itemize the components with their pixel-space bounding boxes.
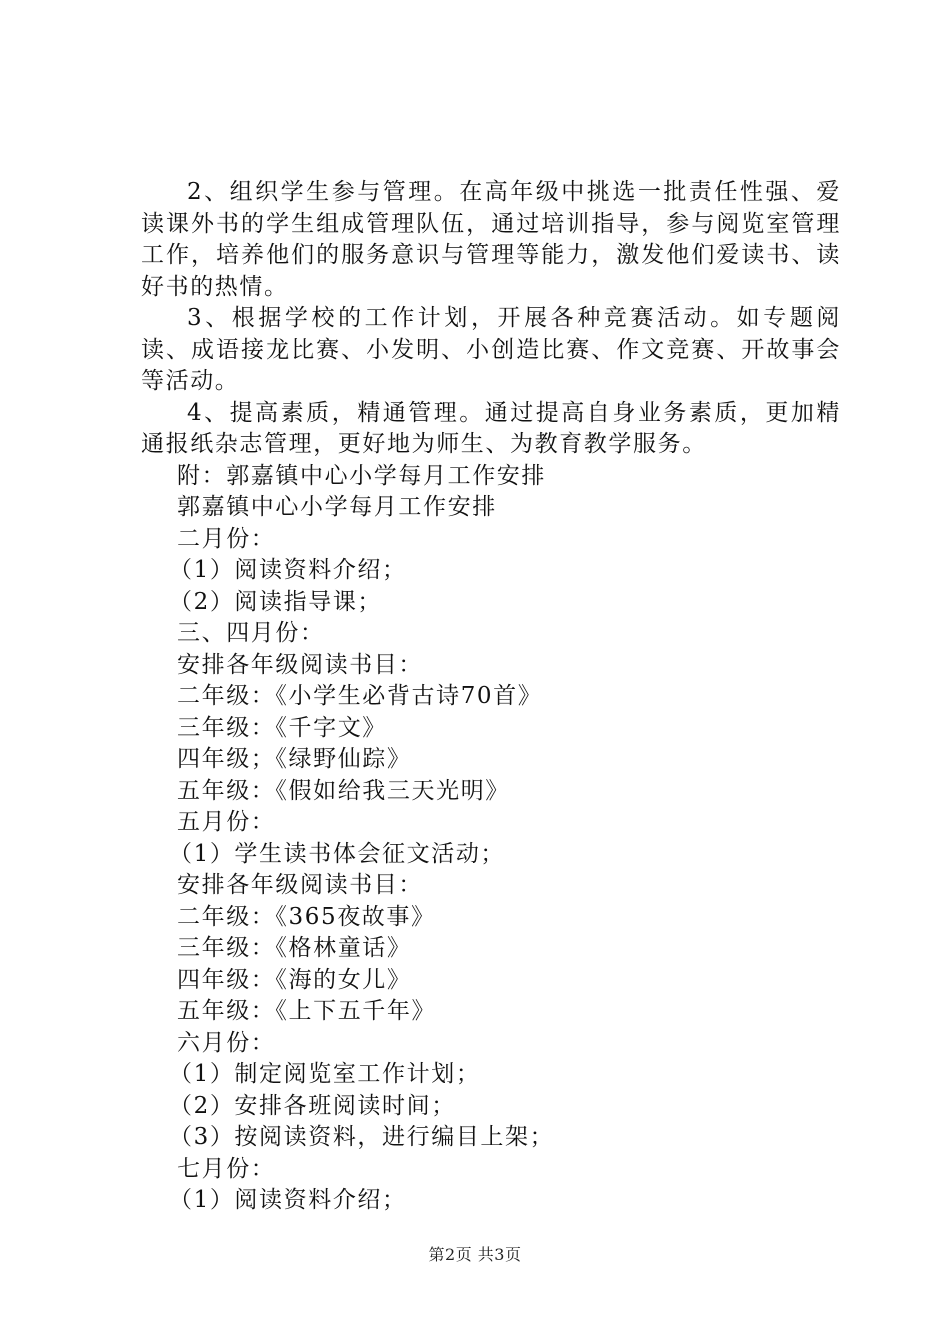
- reading-list-heading: 安排各年级阅读书目：: [177, 872, 423, 898]
- schedule-title: 郭嘉镇中心小学每月工作安排: [177, 494, 497, 520]
- grade-book-line: 四年级；《绿野仙踪》: [177, 746, 412, 772]
- grade-book-line: 五年级：《假如给我三天光明》: [177, 777, 510, 804]
- paragraph-3: 3、根据学校的工作计划，开展各种竞赛活动。如专题阅读、成语接龙比赛、小发明、小创造比赛、作文竞赛、开故事会等活动。: [141, 305, 841, 394]
- grade-book-line: 二年级：《365夜故事》: [177, 903, 436, 930]
- grade-book-line: 二年级：《小学生必背古诗70首》: [177, 683, 543, 709]
- grade-book-line: 三年级：《格林童话》: [177, 935, 412, 961]
- grade-book-line: 四年级：《海的女儿》: [177, 966, 412, 993]
- month-heading-mar-apr: 三、四月份：: [177, 620, 325, 646]
- list-item: （2）安排各班阅读时间；: [169, 1092, 456, 1119]
- appendix-line: 附：郭嘉镇中心小学每月工作安排: [177, 462, 546, 489]
- list-item: （1）阅读资料介绍；: [169, 557, 407, 583]
- list-item: （1）制定阅览室工作计划；: [169, 1061, 481, 1087]
- month-heading-jul: 七月份：: [177, 1155, 276, 1182]
- list-item: （1）学生读书体会征文活动；: [169, 840, 506, 867]
- list-item: （1）阅读资料介绍；: [169, 1187, 407, 1213]
- grade-book-line: 五年级：《上下五千年》: [177, 998, 437, 1024]
- grade-book-line: 三年级：《千字文》: [177, 714, 387, 741]
- document-body: [141, 177, 841, 1217]
- month-heading-jun: 六月份：: [177, 1029, 276, 1056]
- reading-list-heading: 安排各年级阅读书目：: [177, 651, 423, 678]
- paragraph-4: 4、提高素质，精通管理。通过提高自身业务素质，更加精通报纸杂志管理，更好地为师生、为教育教学服务。: [141, 399, 841, 457]
- page-number-footer: 第2页 共3页: [428, 1245, 522, 1264]
- list-item: （3）按阅读资料，进行编目上架；: [169, 1124, 555, 1150]
- month-heading-feb: 二月份：: [177, 525, 276, 552]
- month-heading-may: 五月份：: [177, 809, 276, 835]
- paragraph-2: 2、组织学生参与管理。在高年级中挑选一批责任性强、爱读课外书的学生组成管理队伍，通过培训指导，参与阅览室管理工作，培养他们的服务意识与管理等能力，激发他们爱读书、读好书的热情。: [141, 179, 841, 300]
- list-item: （2）阅读指导课；: [169, 588, 383, 615]
